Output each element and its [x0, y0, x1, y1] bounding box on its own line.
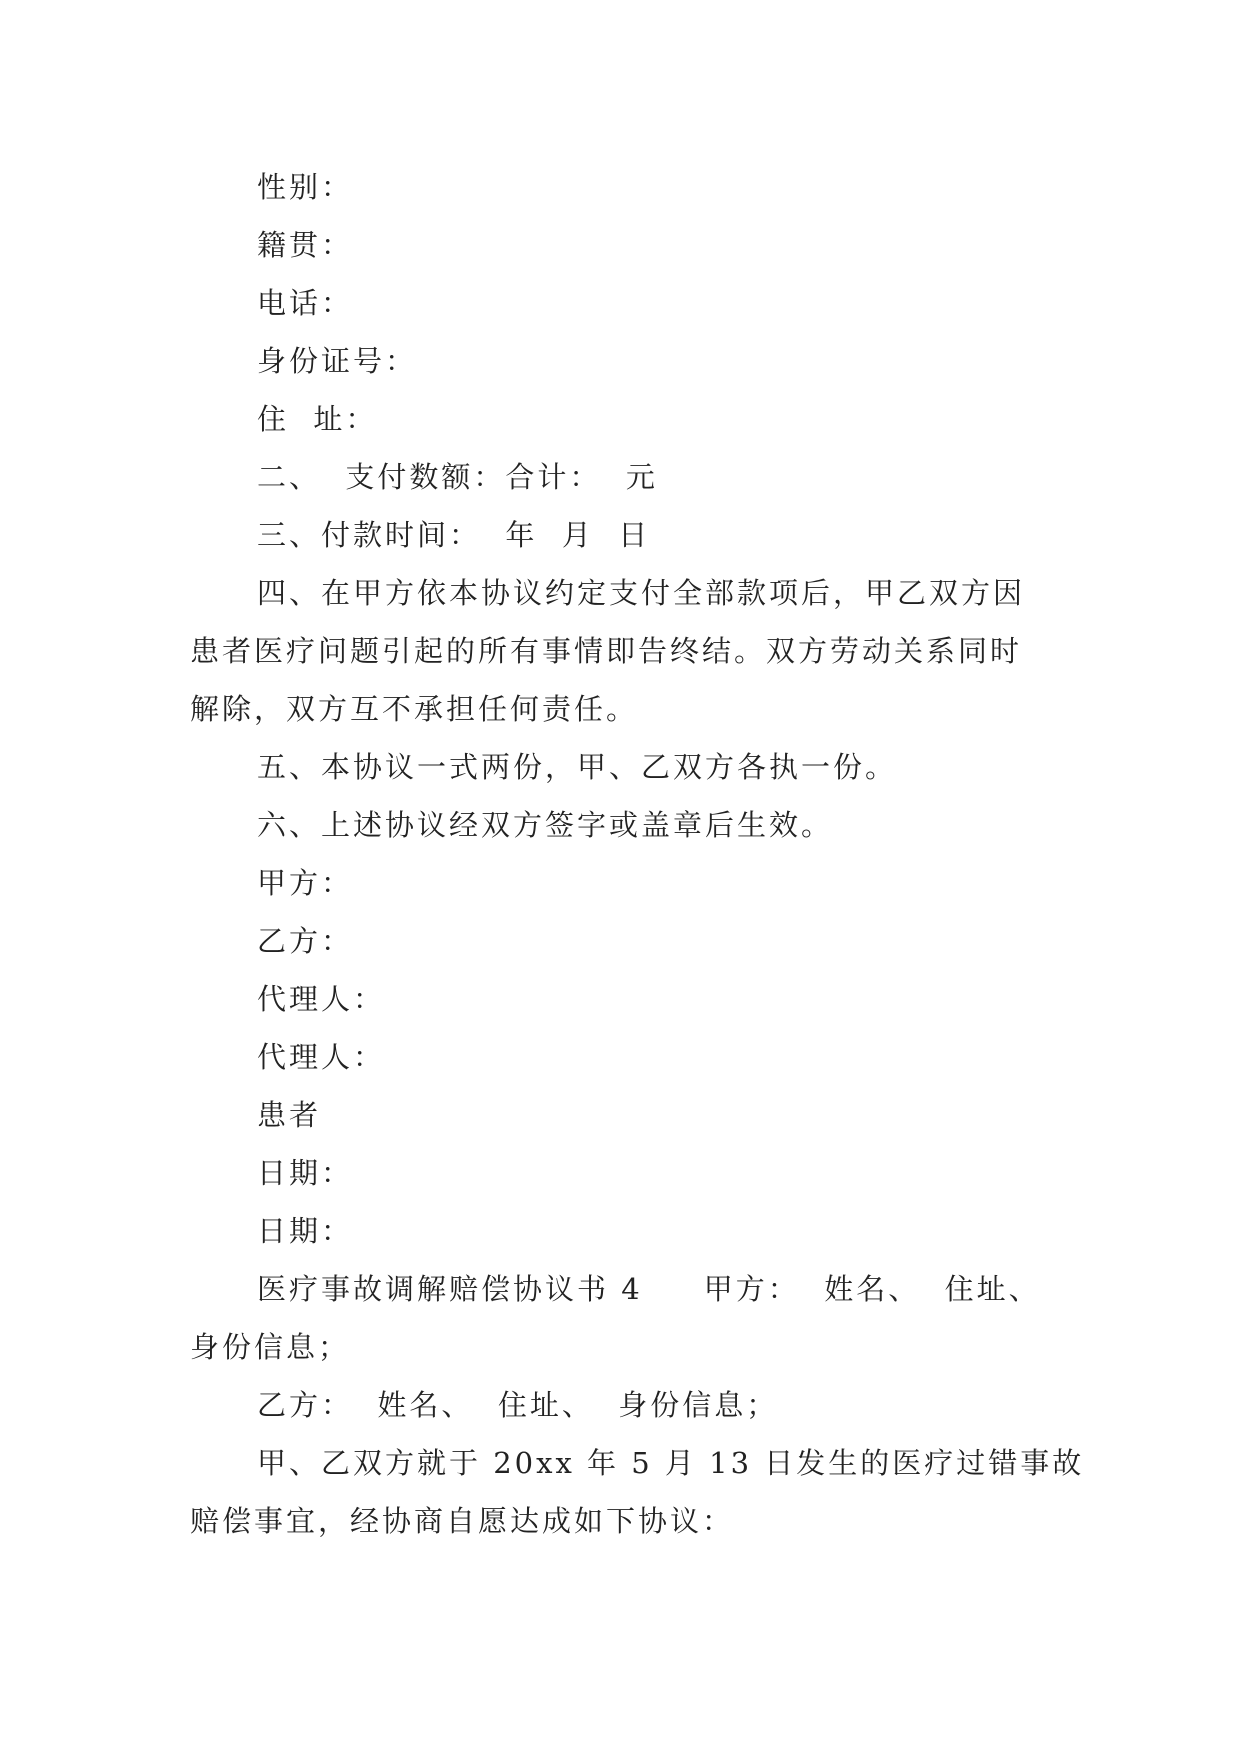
agreement-4-party-b: 乙方： 姓名、 住址、 身份信息；	[257, 1388, 779, 1422]
clause-payment-date: 三、付款时间： 年 月 日	[257, 518, 651, 552]
agreement-4-intro-line-1: 甲、乙双方就于 20xx 年 5 月 13 日发生的医疗过错事故	[257, 1446, 1085, 1480]
agreement-4-title-line: 医疗事故调解赔偿协议书 4 甲方： 姓名、 住址、	[257, 1272, 1041, 1306]
field-native-place: 籍贯：	[257, 228, 354, 262]
signature-party-b: 乙方：	[257, 924, 354, 958]
document-body	[190, 158, 1085, 1550]
signature-date-1: 日期：	[257, 1156, 354, 1190]
signature-date-2: 日期：	[257, 1214, 354, 1248]
signature-agent-2: 代理人：	[257, 1040, 386, 1074]
field-address: 住 址：	[257, 402, 378, 436]
clause-four-line-3: 解除，双方互不承担任何责任。	[190, 692, 639, 726]
clause-four-line-1: 四、在甲方依本协议约定支付全部款项后，甲乙双方因	[257, 576, 1026, 610]
signature-patient: 患者	[257, 1098, 322, 1132]
field-phone: 电话：	[257, 286, 354, 320]
field-gender: 性别：	[257, 170, 354, 204]
clause-four-line-2: 患者医疗问题引起的所有事情即告终结。双方劳动关系同时	[190, 634, 1023, 668]
signature-agent-1: 代理人：	[257, 982, 386, 1016]
clause-five: 五、本协议一式两份，甲、乙双方各执一份。	[257, 750, 898, 784]
clause-six: 六、上述协议经双方签字或盖章后生效。	[257, 808, 834, 842]
agreement-4-party-a-info: 身份信息；	[190, 1330, 351, 1364]
agreement-4-intro-line-2: 赔偿事宜，经协商自愿达成如下协议：	[190, 1504, 735, 1538]
field-id-number: 身份证号：	[257, 344, 418, 378]
signature-party-a: 甲方：	[257, 866, 354, 900]
clause-payment-amount: 二、 支付数额：合计： 元	[257, 460, 658, 494]
